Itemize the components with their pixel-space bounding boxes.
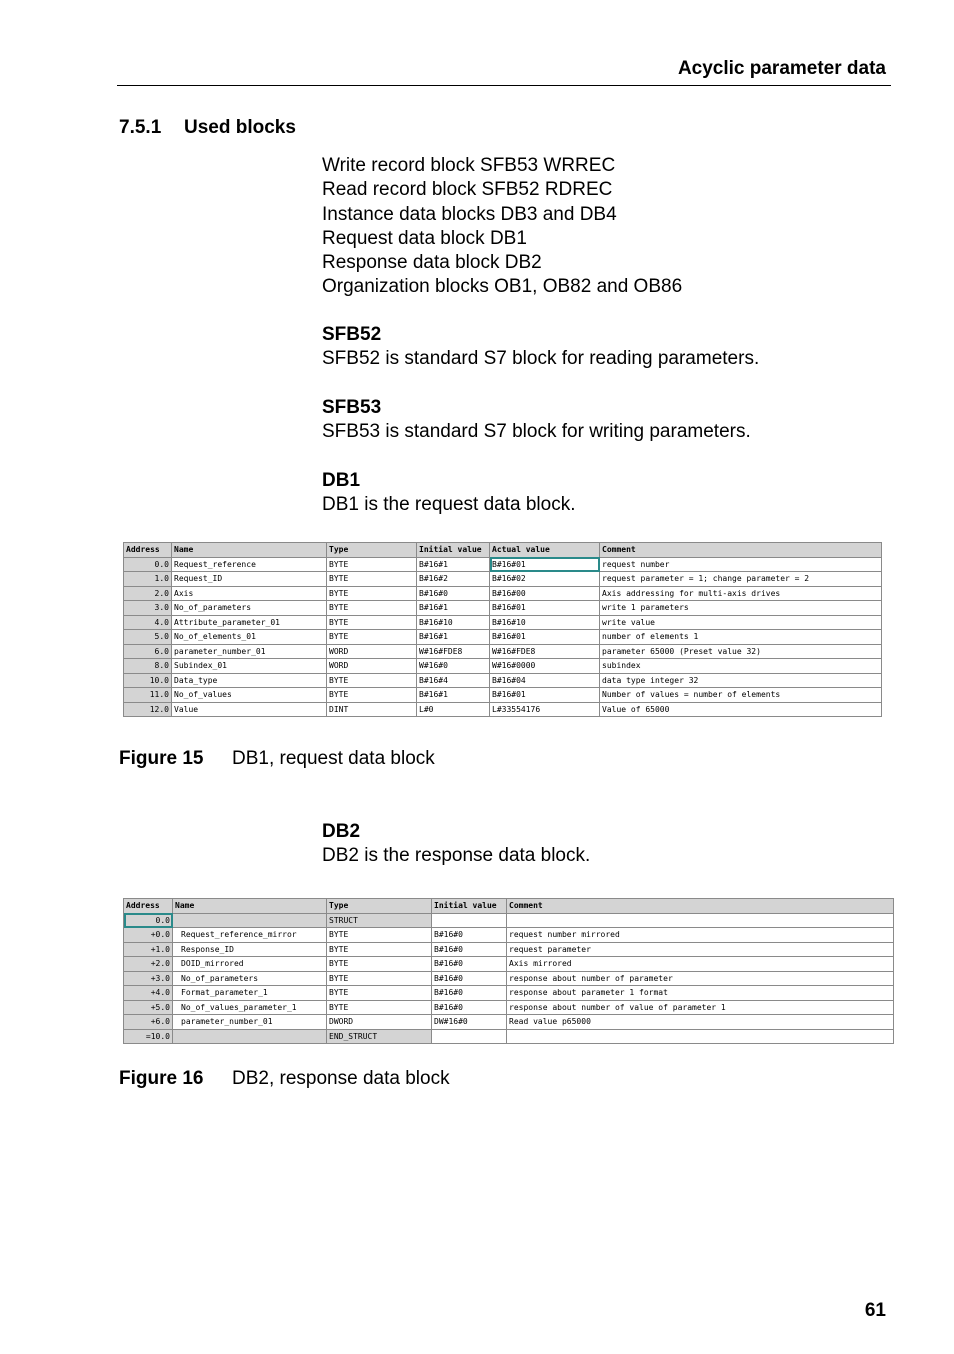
table-cell[interactable]: B#16#0 bbox=[432, 928, 507, 943]
table-cell[interactable]: response about number of parameter bbox=[507, 971, 894, 986]
table-row[interactable] bbox=[124, 644, 882, 659]
table-cell[interactable]: Request_reference_mirror bbox=[173, 928, 327, 943]
table-cell[interactable]: BYTE bbox=[327, 630, 417, 645]
table-cell[interactable]: WORD bbox=[327, 659, 417, 674]
table-cell[interactable]: B#16#10 bbox=[417, 615, 490, 630]
table-row[interactable] bbox=[124, 971, 894, 986]
table-cell[interactable]: Request_ID bbox=[172, 572, 327, 587]
db2-section bbox=[322, 820, 590, 869]
address-cell[interactable]: +1.0 bbox=[124, 942, 173, 957]
sfb53-heading: SFB53 bbox=[322, 397, 382, 418]
table-cell[interactable]: request parameter bbox=[507, 942, 894, 957]
table-cell[interactable]: write value bbox=[600, 615, 882, 630]
table-row[interactable] bbox=[124, 928, 894, 943]
sfb52-heading: SFB52 bbox=[322, 324, 382, 345]
table-cell[interactable]: Axis addressing for multi-axis drives bbox=[600, 586, 882, 601]
table-cell[interactable]: data type integer 32 bbox=[600, 673, 882, 688]
db2-text: DB2 is the response data block. bbox=[322, 845, 591, 867]
db1-heading: DB1 bbox=[322, 470, 361, 491]
table-cell[interactable]: request number bbox=[600, 557, 882, 572]
db1-text: DB1 is the request data block. bbox=[322, 494, 576, 516]
table-row[interactable] bbox=[124, 1029, 894, 1044]
table-row[interactable] bbox=[124, 913, 894, 928]
table-cell[interactable]: B#16#1 bbox=[417, 688, 490, 703]
address-cell[interactable]: 10.0 bbox=[124, 673, 172, 688]
column-header: Address bbox=[124, 543, 172, 558]
table-cell[interactable]: number of elements 1 bbox=[600, 630, 882, 645]
table-header-row bbox=[124, 543, 882, 558]
figure16-label: Figure 16 bbox=[119, 1068, 204, 1089]
table-cell[interactable]: STRUCT bbox=[327, 913, 432, 928]
table-cell[interactable]: B#16#1 bbox=[417, 557, 490, 572]
table-cell[interactable]: BYTE bbox=[327, 986, 432, 1001]
address-cell[interactable]: 11.0 bbox=[124, 688, 172, 703]
table-cell[interactable]: BYTE bbox=[327, 942, 432, 957]
table-cell[interactable]: BYTE bbox=[327, 572, 417, 587]
block-list bbox=[322, 154, 682, 300]
table-cell[interactable] bbox=[173, 913, 327, 928]
table-cell[interactable]: W#16#FDE8 bbox=[417, 644, 490, 659]
sfb53-text: SFB53 is standard S7 block for writing parameters. bbox=[322, 421, 751, 443]
table-cell[interactable]: BYTE bbox=[327, 1000, 432, 1015]
block-list-item: Instance data blocks DB3 and DB4 bbox=[322, 203, 617, 225]
block-list-item: Request data block DB1 bbox=[322, 227, 527, 249]
table-cell[interactable]: Axis bbox=[172, 586, 327, 601]
address-cell[interactable]: +4.0 bbox=[124, 986, 173, 1001]
table-row[interactable] bbox=[124, 615, 882, 630]
table-row[interactable] bbox=[124, 702, 882, 717]
table-cell[interactable]: Read value p65000 bbox=[507, 1015, 894, 1030]
address-cell[interactable]: 6.0 bbox=[124, 644, 172, 659]
table-cell[interactable]: BYTE bbox=[327, 601, 417, 616]
table-cell[interactable] bbox=[432, 913, 507, 928]
table-cell[interactable]: Data_type bbox=[172, 673, 327, 688]
table-row[interactable] bbox=[124, 586, 882, 601]
address-cell[interactable]: 4.0 bbox=[124, 615, 172, 630]
table-cell[interactable] bbox=[507, 913, 894, 928]
table-cell[interactable]: BYTE bbox=[327, 688, 417, 703]
table-cell[interactable] bbox=[432, 1029, 507, 1044]
table-cell[interactable]: subindex bbox=[600, 659, 882, 674]
table-row[interactable] bbox=[124, 942, 894, 957]
table-cell[interactable] bbox=[507, 1029, 894, 1044]
table-row[interactable] bbox=[124, 659, 882, 674]
table-row[interactable] bbox=[124, 986, 894, 1001]
address-cell[interactable]: +5.0 bbox=[124, 1000, 173, 1015]
address-cell[interactable]: +0.0 bbox=[124, 928, 173, 943]
address-cell[interactable]: +3.0 bbox=[124, 971, 173, 986]
table-row[interactable] bbox=[124, 557, 882, 572]
address-cell[interactable]: =10.0 bbox=[124, 1029, 173, 1044]
table-cell[interactable]: W#16#0000 bbox=[490, 659, 600, 674]
table-cell[interactable]: B#16#0 bbox=[432, 986, 507, 1001]
table-cell[interactable]: parameter_number_01 bbox=[173, 1015, 327, 1030]
table-cell[interactable]: B#16#0 bbox=[432, 971, 507, 986]
table-cell[interactable]: W#16#FDE8 bbox=[490, 644, 600, 659]
table-row[interactable] bbox=[124, 673, 882, 688]
table-cell[interactable]: BYTE bbox=[327, 971, 432, 986]
table-cell[interactable]: No_of_values bbox=[172, 688, 327, 703]
table-cell[interactable]: B#16#01 bbox=[490, 601, 600, 616]
db2-table bbox=[123, 898, 894, 1044]
table-cell[interactable]: Value bbox=[172, 702, 327, 717]
table-cell[interactable]: BYTE bbox=[327, 673, 417, 688]
column-header: Initial value bbox=[432, 899, 507, 914]
table-cell[interactable]: BYTE bbox=[327, 586, 417, 601]
block-list-item: Organization blocks OB1, OB82 and OB86 bbox=[322, 276, 683, 298]
table-cell[interactable]: Response_ID bbox=[173, 942, 327, 957]
table-cell[interactable]: request parameter = 1; change parameter = 2 bbox=[600, 572, 882, 587]
address-cell[interactable]: +2.0 bbox=[124, 957, 173, 972]
column-header: Actual value bbox=[490, 543, 600, 558]
table-cell[interactable]: Value of 65000 bbox=[600, 702, 882, 717]
address-cell[interactable]: 0.0 bbox=[124, 557, 172, 572]
table-cell[interactable]: B#16#2 bbox=[417, 572, 490, 587]
table-cell[interactable]: W#16#0 bbox=[417, 659, 490, 674]
column-header: Initial value bbox=[417, 543, 490, 558]
db1-table bbox=[123, 542, 882, 717]
table-cell[interactable]: DW#16#0 bbox=[432, 1015, 507, 1030]
page-number: 61 bbox=[864, 1300, 886, 1321]
table-cell[interactable]: Number of values = number of elements bbox=[600, 688, 882, 703]
table-cell[interactable]: L#0 bbox=[417, 702, 490, 717]
table-cell[interactable]: parameter_number_01 bbox=[172, 644, 327, 659]
address-cell[interactable]: 2.0 bbox=[124, 586, 172, 601]
figure15-label: Figure 15 bbox=[119, 748, 204, 769]
table-row[interactable] bbox=[124, 1015, 894, 1030]
table-cell[interactable]: B#16#04 bbox=[490, 673, 600, 688]
table-row[interactable] bbox=[124, 601, 882, 616]
column-header: Name bbox=[172, 543, 327, 558]
table-cell[interactable]: B#16#0 bbox=[432, 957, 507, 972]
table-cell[interactable]: B#16#4 bbox=[417, 673, 490, 688]
column-header: Type bbox=[327, 899, 432, 914]
header-title: Acyclic parameter data bbox=[677, 58, 886, 79]
figure15-caption: DB1, request data block bbox=[232, 748, 435, 769]
table-row[interactable] bbox=[124, 688, 882, 703]
table-row[interactable] bbox=[124, 572, 882, 587]
address-cell[interactable]: 1.0 bbox=[124, 572, 172, 587]
table-cell[interactable]: write 1 parameters bbox=[600, 601, 882, 616]
address-cell[interactable]: 12.0 bbox=[124, 702, 172, 717]
table-cell[interactable]: B#16#01 bbox=[490, 557, 600, 572]
table-cell[interactable]: No_of_elements_01 bbox=[172, 630, 327, 645]
table-cell[interactable]: B#16#00 bbox=[490, 586, 600, 601]
table-cell[interactable]: B#16#0 bbox=[417, 586, 490, 601]
table-cell[interactable]: BYTE bbox=[327, 928, 432, 943]
block-list-item: Write record block SFB53 WRREC bbox=[322, 155, 616, 176]
table-cell[interactable]: B#16#1 bbox=[417, 601, 490, 616]
table-cell[interactable]: Attribute_parameter_01 bbox=[172, 615, 327, 630]
table-cell[interactable]: BYTE bbox=[327, 557, 417, 572]
table-cell[interactable]: No_of_parameters bbox=[173, 971, 327, 986]
table-header-row bbox=[124, 899, 894, 914]
table-cell[interactable]: BYTE bbox=[327, 615, 417, 630]
table-cell[interactable]: B#16#0 bbox=[432, 1000, 507, 1015]
table-cell[interactable]: Axis mirrored bbox=[507, 957, 894, 972]
table-cell[interactable]: DOID_mirrored bbox=[173, 957, 327, 972]
column-header: Comment bbox=[600, 543, 882, 558]
section-number: 7.5.1 bbox=[119, 117, 162, 138]
table-cell[interactable]: Format_parameter_1 bbox=[173, 986, 327, 1001]
table-cell[interactable]: L#33554176 bbox=[490, 702, 600, 717]
table-cell[interactable]: response about number of value of parameter 1 bbox=[507, 1000, 894, 1015]
sfb53-section bbox=[322, 396, 751, 445]
block-list-item: Response data block DB2 bbox=[322, 252, 542, 274]
column-header: Comment bbox=[507, 899, 894, 914]
table-cell[interactable]: B#16#01 bbox=[490, 630, 600, 645]
column-header: Type bbox=[327, 543, 417, 558]
table-cell[interactable]: response about parameter 1 format bbox=[507, 986, 894, 1001]
table-cell[interactable]: END_STRUCT bbox=[327, 1029, 432, 1044]
header-rule bbox=[117, 85, 891, 86]
table-cell[interactable]: No_of_parameters bbox=[172, 601, 327, 616]
db2-heading: DB2 bbox=[322, 821, 361, 842]
table-cell[interactable]: B#16#01 bbox=[490, 688, 600, 703]
db1-section bbox=[322, 469, 575, 518]
table-row[interactable] bbox=[124, 630, 882, 645]
table-cell[interactable]: DINT bbox=[327, 702, 417, 717]
table-cell[interactable]: BYTE bbox=[327, 957, 432, 972]
address-cell[interactable]: 3.0 bbox=[124, 601, 172, 616]
table-cell[interactable]: Request_reference bbox=[172, 557, 327, 572]
column-header: Name bbox=[173, 899, 327, 914]
table-cell[interactable]: B#16#10 bbox=[490, 615, 600, 630]
table-cell[interactable]: B#16#1 bbox=[417, 630, 490, 645]
table-cell[interactable]: DWORD bbox=[327, 1015, 432, 1030]
table-cell[interactable]: No_of_values_parameter_1 bbox=[173, 1000, 327, 1015]
table-row[interactable] bbox=[124, 957, 894, 972]
address-cell[interactable]: 5.0 bbox=[124, 630, 172, 645]
address-cell[interactable]: 0.0 bbox=[124, 913, 173, 928]
table-row[interactable] bbox=[124, 1000, 894, 1015]
address-cell[interactable]: 8.0 bbox=[124, 659, 172, 674]
block-list-item: Read record block SFB52 RDREC bbox=[322, 179, 613, 201]
column-header: Address bbox=[124, 899, 173, 914]
table-cell[interactable]: request number mirrored bbox=[507, 928, 894, 943]
table-cell[interactable]: B#16#02 bbox=[490, 572, 600, 587]
section-title: Used blocks bbox=[184, 117, 296, 138]
sfb52-section bbox=[322, 323, 759, 372]
table-cell[interactable] bbox=[173, 1029, 327, 1044]
sfb52-text: SFB52 is standard S7 block for reading parameters. bbox=[322, 348, 760, 370]
address-cell[interactable]: +6.0 bbox=[124, 1015, 173, 1030]
figure16-caption: DB2, response data block bbox=[232, 1068, 450, 1089]
table-cell[interactable]: parameter 65000 (Preset value 32) bbox=[600, 644, 882, 659]
table-cell[interactable]: Subindex_01 bbox=[172, 659, 327, 674]
table-cell[interactable]: B#16#0 bbox=[432, 942, 507, 957]
table-cell[interactable]: WORD bbox=[327, 644, 417, 659]
